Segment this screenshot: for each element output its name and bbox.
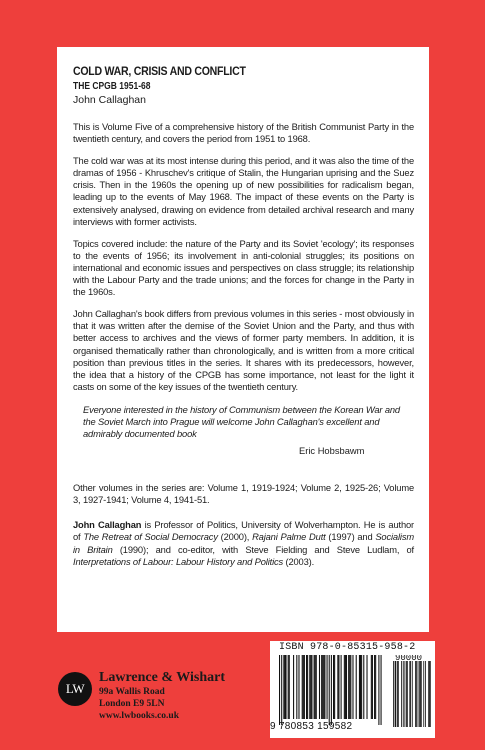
barcode-bar [322, 655, 323, 719]
publisher-logo [58, 672, 92, 706]
barcode-bar [293, 655, 294, 719]
barcode-bar [375, 655, 376, 719]
publisher-address-line-1: 99a Wallis Road [99, 687, 165, 697]
book-title: COLD WAR, CRISIS AND CONFLICT [73, 64, 246, 78]
barcode-bar [381, 655, 382, 725]
blurb-paragraph-1: This is Volume Five of a comprehensive history of the British Communist Party in the twentieth century, and covers the period from 1951 to 1968. [73, 122, 414, 145]
barcode-addon-bar [403, 661, 404, 727]
bio-text: is Professor of Politics, University of Wolverhampton. He is author of [73, 520, 414, 543]
barcode-bar [279, 655, 280, 725]
publisher-block [99, 669, 225, 722]
barcode-bar [360, 655, 361, 719]
series-note: Other volumes in the series are: Volume 1, 1919-1924; Volume 2, 1925-26; Volume 3, 1927-1941; Volume 4, 1941-51. [73, 483, 414, 506]
barcode-bar [378, 655, 379, 725]
barcode-bar [288, 655, 289, 719]
author-bio [73, 519, 414, 567]
barcode-addon-bar [409, 661, 410, 727]
barcode-addon-bar [401, 661, 402, 727]
barcode-addon-bar [416, 661, 417, 727]
barcode-addon-bar [421, 661, 422, 727]
barcode-addon-bar [423, 661, 424, 727]
barcode-bar [366, 655, 367, 719]
bio-text: (2003). [283, 556, 315, 567]
barcode-bar [346, 655, 347, 719]
barcode-bar [327, 655, 328, 719]
barcode-bar [310, 655, 311, 719]
barcode-bar [298, 655, 299, 719]
barcode-bar [363, 655, 364, 719]
barcode-bar [352, 655, 353, 719]
back-cover-text-panel [57, 47, 429, 632]
barcode-bar [359, 655, 360, 719]
barcode-bar [289, 655, 290, 719]
publisher-website: www.lwbooks.co.uk [99, 711, 179, 721]
isbn-barcode [270, 641, 435, 738]
barcode-addon-bar [419, 661, 420, 727]
blurb-paragraph-4: John Callaghan's book differs from previous volumes in this series - most obviously in that it was written after the demise of the Soviet Union and the Party, and thus with better access to archives and the views of former party members. In addition, it is organised thematically rather than chronologically, and is written from a more critical position than previous titles in the series. It shares with its predecessors, however, the idea that a history of the CPGB has some importance, not least for the light it casts on some of the key issues of the twentieth century. [73, 309, 414, 392]
barcode-bar [311, 655, 312, 719]
barcode-addon-bar [404, 661, 405, 727]
barcode-addon-bar [428, 661, 429, 727]
barcode-bar [309, 655, 310, 719]
barcode-price-code: 90000 [395, 655, 423, 663]
barcode-bar [348, 655, 349, 719]
bio-book-title: The Retreat of Social Democracy [83, 532, 218, 543]
blurb-paragraph-3: Topics covered include: the nature of the Party and its Soviet 'ecology'; its responses to the events of 1956; its involvement in anti-colonial struggles; its positions on international and economic issues and perspectives on class struggle; its relationship with the Labour Party and the trade unions; and the forces for change in the Party in the 1960s. [73, 238, 414, 298]
barcode-addon-bar [395, 661, 396, 727]
publisher-name: Lawrence & Wishart [99, 670, 225, 685]
barcode-bar [349, 655, 350, 719]
barcode-bar [337, 655, 338, 719]
barcode-digits-text: 9 780853 159582 [270, 721, 353, 732]
barcode-bar [344, 655, 345, 719]
bio-text: (1990); and co-editor, with Steve Fielding and Steve Ludlam, of [112, 544, 414, 555]
barcode-bar [374, 655, 375, 719]
barcode-bar [315, 655, 316, 719]
barcode-bar [341, 655, 342, 719]
barcode-bar [285, 655, 286, 719]
barcode-addon-bar [393, 661, 394, 727]
barcode-bar [307, 655, 308, 719]
barcode-bar [329, 655, 330, 725]
barcode-addon-bar [412, 661, 413, 727]
endorsement-quote: Everyone interested in the history of Communism between the Korean War and the Soviet March into Prague will welcome John Callaghan's excellent and admirably documented book [83, 404, 400, 440]
barcode-addon-bar [398, 661, 399, 727]
barcode-addon-bar [418, 661, 419, 727]
bio-text: (1997) and [325, 532, 376, 543]
barcode-bar [361, 655, 362, 719]
barcode-bar [316, 655, 317, 719]
bio-book-title: Socialism in Britain [73, 532, 414, 555]
barcode-addon-bar [395, 661, 396, 727]
endorsement-attribution: Eric Hobsbawm [299, 446, 365, 457]
bio-book-title: Interpretations of Labour: Labour History and Politics [73, 556, 284, 567]
barcode-addon-bar [410, 661, 411, 727]
barcode-bar [319, 655, 320, 719]
barcode-bar [350, 655, 351, 719]
barcode-bar [356, 655, 357, 719]
bio-text: (2000), [217, 532, 253, 543]
barcode-bar [372, 655, 373, 719]
barcode-bar [324, 655, 325, 719]
barcode-bar [371, 655, 372, 719]
barcode-bar [323, 655, 324, 719]
barcode-addon-bar [415, 661, 416, 727]
barcode-bar [333, 655, 334, 719]
barcode-bar [303, 655, 304, 719]
bio-author-name: John Callaghan [73, 520, 142, 531]
barcode-bar [306, 655, 307, 719]
barcode-bar [321, 655, 322, 719]
book-author: John Callaghan [73, 94, 146, 106]
barcode-bar [302, 655, 303, 719]
barcode-bar [345, 655, 346, 719]
barcode-bar [338, 655, 339, 719]
publisher-address-line-2: London E9 5LN [99, 699, 165, 709]
barcode-bar [304, 655, 305, 719]
barcode-bar [334, 655, 335, 719]
bio-book-title: Rajani Palme Dutt [252, 532, 326, 543]
barcode-bar [283, 655, 284, 719]
barcode-bar [281, 655, 282, 725]
barcode-addon-bar [407, 661, 408, 727]
barcode-addon-bar [406, 661, 407, 727]
barcode-bar [296, 655, 297, 719]
book-subtitle: THE CPGB 1951-68 [73, 81, 151, 92]
barcode-addon-bar [420, 661, 421, 727]
barcode-addon-bar [425, 661, 426, 727]
barcode-bar [314, 655, 315, 719]
blurb-paragraph-2: The cold war was at its most intense during this period, and it was also the time of the dramas of 1956 - Khruschev's critique of Stalin, the Hungarian uprising and the Suez crisis. Then in the 1960s the opening up of new possibilities for radicalism began, leading up to the events of May 1968. The impact of these events on the Party is extensively analysed, drawing on evidence from detailed archival research and many interviews with former activists. [73, 156, 414, 227]
barcode-addon-bar [430, 661, 431, 727]
barcode-bar [331, 655, 332, 725]
publisher-logo-text: LW [65, 681, 85, 696]
barcode-bar [284, 655, 285, 719]
barcode-addon-bar [429, 661, 430, 727]
isbn-text: ISBN 978-0-85315-958-2 [279, 642, 416, 653]
barcode-digits [270, 721, 352, 733]
barcode-addon-bar [397, 661, 398, 727]
